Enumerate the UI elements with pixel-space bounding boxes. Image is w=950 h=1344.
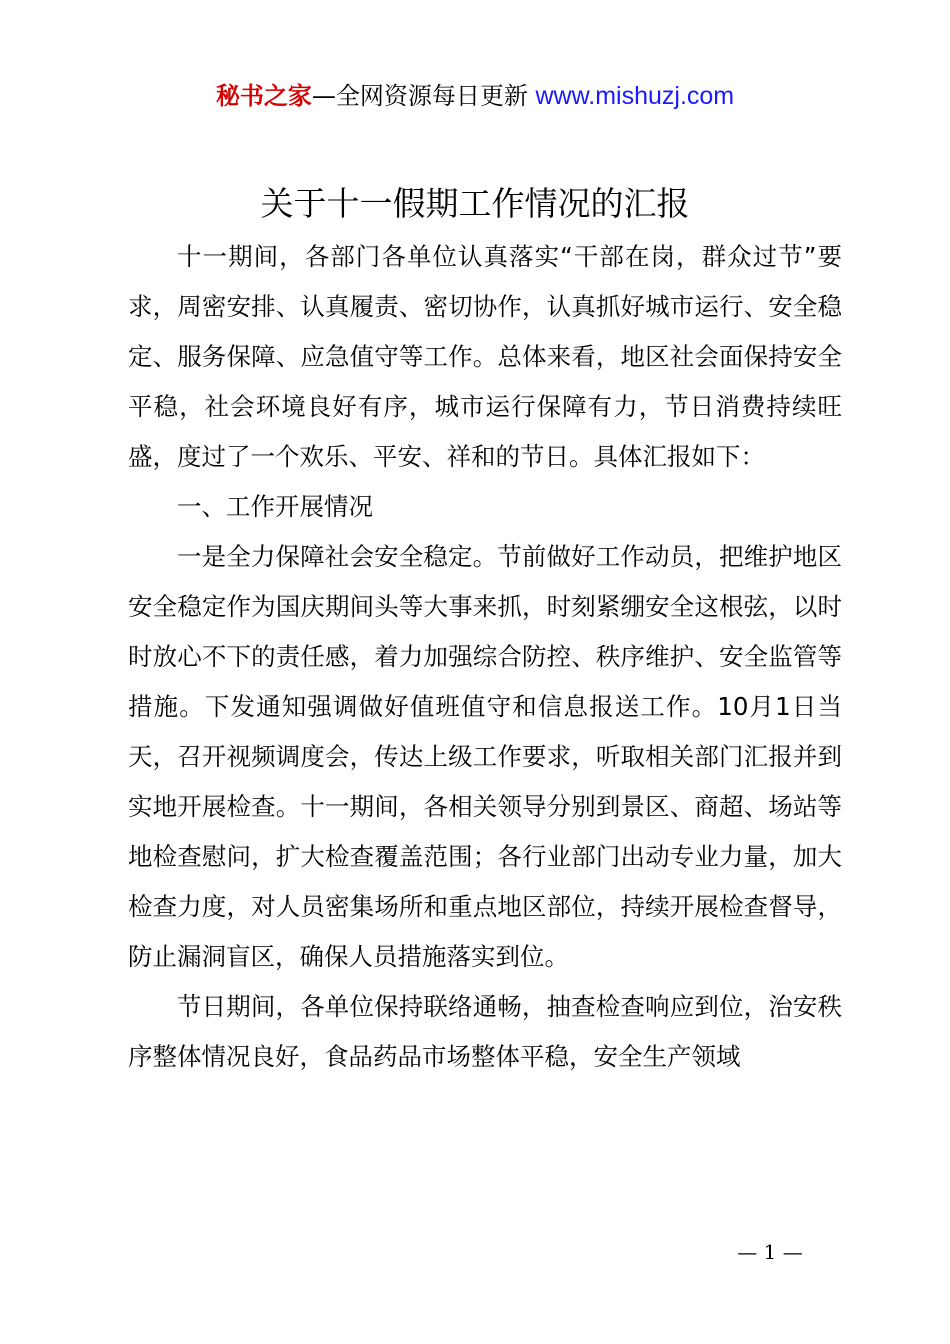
- site-header: [0, 80, 950, 112]
- body-paragraph: 节日期间，各单位保持联络通畅，抽查检查响应到位，治安秩序整体情况良好，食品药品市场整体平稳，安全生产领域: [128, 992, 842, 1071]
- section-heading: 一、工作开展情况: [177, 492, 373, 521]
- document-title: 关于十一假期工作情况的汇报: [260, 184, 690, 223]
- body-paragraph: 一是全力保障社会安全稳定。节前做好工作动员，把维护地区安全稳定作为国庆期间头等大事来抓，时刻紧绷安全这根弦，以时时放心不下的责任感，着力加强综合防控、秩序维护、安全监管等措施。下发通知强调做好值班值守和信息报送工作。10月1日当天，召开视频调度会，传达上级工作要求，听取相关部门汇报并到实地开展检查。十一期间，各相关领导分别到景区、商超、场站等地检查慰问，扩大检查覆盖范围；各行业部门出动专业力量，加大检查力度，对人员密集场所和重点地区部位，持续开展检查督导，防止漏洞盲区，确保人员措施落实到位。: [128, 542, 842, 971]
- document-body: [128, 232, 842, 1082]
- header-tagline: —全网资源每日更新: [311, 82, 528, 110]
- site-url-link[interactable]: www.mishuzj.com: [535, 82, 735, 110]
- brand-name: 秘书之家: [215, 82, 312, 110]
- intro-paragraph: 十一期间，各部门各单位认真落实“干部在岗，群众过节”要求，周密安排、认真履责、密切协作，认真抓好城市运行、安全稳定、服务保障、应急值守等工作。总体来看，地区社会面保持安全平稳，社会环境良好有序，城市运行保障有力，节日消费持续旺盛，度过了一个欢乐、平安、祥和的节日。具体汇报如下：: [128, 242, 842, 471]
- page-number: — 1 —: [737, 1240, 803, 1264]
